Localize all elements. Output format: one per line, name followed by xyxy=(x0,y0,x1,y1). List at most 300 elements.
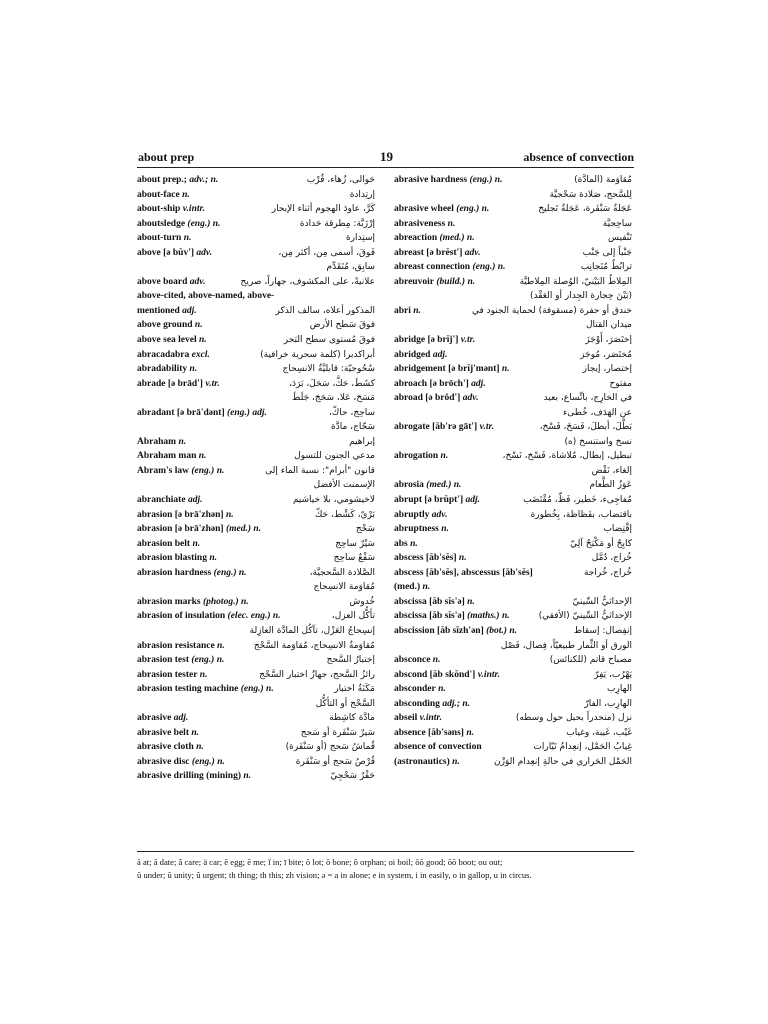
part-of-speech: (eng.) n. xyxy=(189,655,225,666)
part-of-speech: n. xyxy=(187,364,198,375)
headword: absconding adj.; n. xyxy=(394,698,471,709)
arabic-definition: مَكَنَةُ اختبار xyxy=(334,684,375,695)
dictionary-entry xyxy=(394,377,634,392)
part-of-speech: n. xyxy=(223,509,234,520)
dictionary-entry xyxy=(394,275,634,290)
part-of-speech: n. xyxy=(410,305,421,316)
part-of-speech: (eng.) n. xyxy=(467,175,503,185)
dictionary-entry xyxy=(137,435,377,450)
arabic-definition: إقْتِضاب xyxy=(603,524,632,535)
arabic-definition: يَهْرُب، يَفِرّ xyxy=(594,669,632,680)
part-of-speech: n. xyxy=(438,451,449,462)
dictionary-entry xyxy=(137,653,377,668)
dictionary-entry xyxy=(394,173,634,188)
headword: abscond [ăb skŏnd'] v.intr. xyxy=(394,669,501,680)
dictionary-entry xyxy=(137,391,377,406)
headword: abrasion [ə brā'zhən] (med.) n. xyxy=(137,524,262,535)
dictionary-entry xyxy=(394,362,634,377)
part-of-speech: n. xyxy=(192,320,203,331)
dictionary-entry xyxy=(394,391,634,406)
part-of-speech: (eng.) n. xyxy=(238,684,274,695)
dictionary-entry xyxy=(394,246,634,261)
headword: abrasion marks (photog.) n. xyxy=(137,596,249,607)
headword: abrade [ə brād'] v.tr. xyxy=(137,378,220,389)
dictionary-entry xyxy=(137,348,377,363)
part-of-speech: v.intr. xyxy=(475,669,501,680)
arabic-definition: إختصار، إيجاز xyxy=(582,364,632,375)
dictionary-entry xyxy=(137,202,377,217)
dictionary-entry xyxy=(137,420,377,435)
part-of-speech: adv. xyxy=(460,393,479,404)
headword: above-cited, above-named, above- xyxy=(137,291,275,302)
dictionary-entry xyxy=(137,668,377,683)
headword: absence [ăb'səns] n. xyxy=(394,727,474,738)
headword: abrasiveness n. xyxy=(394,218,456,229)
arabic-definition: الإحداثيُّ السِّينيّ (الأفقي) xyxy=(538,611,632,622)
headword: abrasive cloth n. xyxy=(137,742,204,753)
dictionary-entry xyxy=(394,537,634,552)
part-of-speech: n. xyxy=(430,655,441,666)
headword: abridged adj. xyxy=(394,349,448,360)
headword: abradability n. xyxy=(137,364,198,375)
arabic-definition: إبراهيم xyxy=(349,436,375,447)
dictionary-entry xyxy=(137,304,377,319)
dictionary-entry xyxy=(394,304,634,319)
arabic-definition: سَيْرٌ ساحِج xyxy=(335,538,375,549)
arabic-definition: مَسَحَ، عَلا، سَحَجَ، جَلَطَ xyxy=(292,393,375,404)
dictionary-entry xyxy=(394,406,634,421)
dictionary-entry xyxy=(394,493,634,508)
part-of-speech: (photog.) n. xyxy=(200,596,249,607)
dictionary-entry xyxy=(137,711,377,726)
dictionary-entry xyxy=(394,697,634,712)
dictionary-entry xyxy=(394,478,634,493)
headword: abridge [ə brĭj'] v.tr. xyxy=(394,335,476,346)
arabic-definition: الهارِب، الفارّ xyxy=(584,698,632,709)
arabic-definition: السَّحْج أو التأكُّل xyxy=(315,698,375,709)
headword: abreuvoir (build.) n. xyxy=(394,276,476,287)
headword: abruptly adv. xyxy=(394,509,448,520)
headword: abrasion hardness (eng.) n. xyxy=(137,567,247,578)
arabic-definition: مُقاوَمة الانسِحاج xyxy=(313,582,375,593)
part-of-speech: n. xyxy=(206,553,217,564)
arabic-definition: سَحّاج، مادَّة xyxy=(331,422,375,433)
part-of-speech: (elec. eng.) n. xyxy=(225,611,281,622)
dictionary-entry xyxy=(394,653,634,668)
part-of-speech: (eng.) n. xyxy=(189,465,225,476)
arabic-definition: المذكور أعلاه، سالف الذكر xyxy=(275,305,375,316)
arabic-definition: المِلاطُ البَيْنيّ، الوُصلة المِلاطيَّة xyxy=(519,276,632,287)
part-of-speech: adv. xyxy=(462,247,481,258)
part-of-speech: adv.; n. xyxy=(186,175,219,185)
part-of-speech: n. xyxy=(179,189,190,200)
headword: Abraham n. xyxy=(137,436,187,447)
headword: abrupt [ə brŭpt'] adj. xyxy=(394,495,481,506)
part-of-speech: n. xyxy=(449,756,460,767)
headword: abridgement [ə brĭj'mənt] n. xyxy=(394,364,510,375)
dictionary-entry xyxy=(137,333,377,348)
dictionary-entry xyxy=(137,580,377,595)
dictionary-entry xyxy=(394,624,634,639)
headword: abseil v.intr. xyxy=(394,713,442,724)
headword: abscissa [ăb sĭs'ə] n. xyxy=(394,596,475,607)
headword: above ground n. xyxy=(137,320,203,331)
headword: abrogate [ăb'rə gāt'] v.tr. xyxy=(394,422,495,433)
arabic-definition: مُفاجِىء، خَطير، فَظّ، مُقْتَضَب xyxy=(523,495,632,506)
headword: above sea level n. xyxy=(137,335,207,346)
part-of-speech: v.intr. xyxy=(417,713,442,724)
headword: abranchiate adj. xyxy=(137,495,203,506)
part-of-speech: n. xyxy=(196,335,207,346)
arabic-definition: لاخيشومي، بلا خياشيم xyxy=(292,495,375,506)
part-of-speech: (eng.) n. xyxy=(211,567,247,578)
arabic-definition: حَفْرٌ سَحْجِيّ xyxy=(330,771,375,782)
headword: above [ə bŭv'] adv. xyxy=(137,247,213,258)
dictionary-entry xyxy=(137,275,377,290)
dictionary-entry xyxy=(394,449,634,464)
part-of-speech: n. xyxy=(188,727,200,738)
arabic-definition: الورق أو الثِّمار طبيعيّاً، فِصال، فَصْل xyxy=(500,640,632,651)
headword: abreaction (med.) n. xyxy=(394,233,475,244)
arabic-definition: غِيابُ الحَمْل، إنعِدامُ تَيّارات xyxy=(533,742,632,753)
right-column xyxy=(394,173,634,769)
left-guide-word: about prep xyxy=(138,150,195,164)
headword: abrasion of insulation (elec. eng.) n. xyxy=(137,611,281,622)
headword: (med.) n. xyxy=(394,582,431,593)
dictionary-entry xyxy=(137,493,377,508)
part-of-speech: (med.) n. xyxy=(223,524,262,535)
arabic-definition: ساحِجيَّة xyxy=(602,218,632,229)
headword: abscission [ăb sĭzh'ən] (bot.) n. xyxy=(394,625,517,636)
headword: abroach [ə brōch'] adj. xyxy=(394,378,486,389)
arabic-definition: في الخارِج، باتِّساع، بعيد xyxy=(543,393,632,404)
part-of-speech: (maths.) n. xyxy=(464,611,510,622)
pronunciation-key-line: ă at; ā date; â care; ä car; ĕ egg; ē me; ĭ in; ī bite; ŏ lot; ō bone; ô orphan; oi boil; ŏŏ good; ōō boot; ou out; xyxy=(137,857,503,867)
arabic-definition: فوقَ سَطح الأرض xyxy=(309,320,375,331)
pronunciation-key-line: ŭ under; ū unity; û urgent; th thing; th this; zh vision; ə = a in alone; e in system, i in easily, o in gallop, u in circus. xyxy=(137,870,532,880)
arabic-definition: ترابُطٌ مُتَجانِب xyxy=(580,262,632,273)
dictionary-entry xyxy=(394,217,634,232)
part-of-speech: n. xyxy=(240,771,252,782)
arabic-definition: ساحِج، حاكّ، xyxy=(328,407,375,418)
headword: abrasive disc (eng.) n. xyxy=(137,756,225,767)
arabic-definition: تأكُّل العزل، xyxy=(331,611,375,622)
headword: Abraham man n. xyxy=(137,451,207,462)
headword: abscess [ăb'sĕs], abscessus [ăb'sĕs] xyxy=(394,567,533,578)
dictionary-entry xyxy=(137,537,377,552)
dictionary-entry xyxy=(137,173,377,188)
arabic-definition: الصَّلادة السَّحجيَّة، xyxy=(309,567,375,578)
arabic-definition: سُحُوجيّة: قابليَّةُ الانسِحاج xyxy=(282,364,375,375)
headword: abri n. xyxy=(394,305,421,316)
arabic-definition: غَيْب، غَيبة، وغياب xyxy=(566,727,632,738)
arabic-definition: قُرْصُ سَحج أو سَنْفَرة xyxy=(295,756,375,767)
headword: abrasive drilling (mining) n. xyxy=(137,771,252,782)
headword: abreast [ə brĕst'] adv. xyxy=(394,247,481,258)
headword: abrasion test (eng.) n. xyxy=(137,655,225,666)
dictionary-entry xyxy=(137,522,377,537)
dictionary-entry xyxy=(137,246,377,261)
dictionary-entry xyxy=(137,595,377,610)
arabic-definition: سَيرٌ سَنْفَرة أو سَحج xyxy=(300,727,375,738)
dictionary-entry xyxy=(137,609,377,624)
headword: mentioned adj. xyxy=(137,305,197,316)
part-of-speech: adj. xyxy=(179,305,197,316)
part-of-speech: (bot.) n. xyxy=(483,625,517,636)
part-of-speech: adj. xyxy=(430,349,448,360)
part-of-speech: n. xyxy=(176,436,187,447)
part-of-speech: adj. xyxy=(171,713,189,724)
headword: abrogation n. xyxy=(394,451,449,462)
arabic-definition: قُماشُ سَحج (أو سَنْفَرة) xyxy=(285,742,375,753)
arabic-definition: إنسِحاجُ العَزْل، تآكُل المادَّة العازِلة xyxy=(249,625,375,636)
part-of-speech: n. xyxy=(196,451,207,462)
dictionary-entry xyxy=(394,188,634,203)
dictionary-entry xyxy=(137,697,377,712)
arabic-definition: ميدان القتال xyxy=(585,320,632,331)
headword: about-face n. xyxy=(137,189,190,200)
headword: abrasive belt n. xyxy=(137,727,200,738)
headword: abrasive wheel (eng.) n. xyxy=(394,204,490,215)
dictionary-entry xyxy=(394,566,634,581)
dictionary-entry xyxy=(394,726,634,741)
dictionary-entry xyxy=(394,508,634,523)
arabic-definition: خُراج، دُمَّل xyxy=(591,553,632,564)
dictionary-entry xyxy=(394,522,634,537)
dictionary-entry xyxy=(137,478,377,493)
part-of-speech: adj. xyxy=(185,495,203,506)
dictionary-entry xyxy=(137,464,377,479)
arabic-definition: مدعي الجنون للتسول xyxy=(294,451,375,462)
part-of-speech: n. xyxy=(193,742,204,753)
headword: abreast connection (eng.) n. xyxy=(394,262,506,273)
dictionary-entry xyxy=(137,188,377,203)
headword: abrasion resistance n. xyxy=(137,640,225,651)
headword: abroad [ə brôd'] adv. xyxy=(394,393,479,404)
headword: abrasion [ə brā'zhən] n. xyxy=(137,509,234,520)
dictionary-entry xyxy=(394,609,634,624)
pronunciation-key xyxy=(137,856,634,882)
arabic-definition: مادَّة كاشِطة xyxy=(329,713,375,724)
part-of-speech: n. xyxy=(420,582,431,593)
arabic-definition: بَطَّلَ، أبطلَ، فَسَخَ، فَسْخ، xyxy=(539,422,632,433)
arabic-definition: باقتضاب، بفَظاظة، بِخُطورة xyxy=(530,509,632,520)
arabic-definition: مفتوح xyxy=(609,378,632,389)
arabic-definition: إنفِصال: إسقاط xyxy=(573,625,632,636)
dictionary-entry xyxy=(394,755,634,770)
arabic-definition: قانون "أبرام": نسبة الماء إلى xyxy=(265,465,375,476)
arabic-definition: مُقاوَمةُ الانسِحاج، مُقاوَمة السَّحْج xyxy=(253,640,375,651)
part-of-speech: adv. xyxy=(187,276,206,287)
arabic-definition: عَوَزُ الطَّعام xyxy=(589,480,632,491)
headword: (astronautics) n. xyxy=(394,756,460,767)
dictionary-entry xyxy=(137,639,377,654)
dictionary-entry xyxy=(394,464,634,479)
part-of-speech: (eng.) n. xyxy=(189,756,225,767)
arabic-definition: الإسمنت الأفضل xyxy=(313,480,375,491)
part-of-speech: n. xyxy=(435,684,446,695)
part-of-speech: v.tr. xyxy=(477,422,495,433)
dictionary-entry xyxy=(394,711,634,726)
page-header xyxy=(137,150,634,168)
header-rule xyxy=(137,167,634,168)
left-column xyxy=(137,173,377,784)
part-of-speech: (eng.) n. xyxy=(453,204,490,215)
part-of-speech: n. xyxy=(197,669,208,680)
headword: abrasion belt n. xyxy=(137,538,201,549)
arabic-definition: إختَصَرَ، أَوْجَزَ xyxy=(585,335,632,346)
headword: abrasive hardness (eng.) n. xyxy=(394,175,503,185)
arabic-definition: كَرَّ، عاودَ الهجوم أثناء الإبحار xyxy=(271,204,375,215)
arabic-definition: حَوالى، زُهاء، قُرْب xyxy=(306,175,375,185)
arabic-definition: مُختَصَر، مُوجَز xyxy=(580,349,632,360)
dictionary-entry xyxy=(394,348,634,363)
part-of-speech: adv. xyxy=(194,247,213,258)
dictionary-entry xyxy=(137,449,377,464)
arabic-definition: الإحداثيُّ السِّينيّ xyxy=(572,596,632,607)
arabic-definition: سابِق، مُتَقَدِّم xyxy=(326,262,375,273)
arabic-definition: عَجَلةُ سَنْفَرة، عَجَلةُ تَجليخ xyxy=(538,204,632,215)
arabic-definition: فوقَ مُستوى سطح البَحر xyxy=(283,335,375,346)
headword: absconce n. xyxy=(394,655,441,666)
dictionary-entry xyxy=(394,202,634,217)
dictionary-entry xyxy=(394,420,634,435)
headword: abs n. xyxy=(394,538,418,549)
dictionary-entry xyxy=(137,406,377,421)
arabic-definition: إرْزَبَّة: مِطرقة حَدادة xyxy=(299,218,375,229)
arabic-definition: خُدوش xyxy=(349,596,375,607)
part-of-speech: (eng.) adj. xyxy=(224,407,267,418)
arabic-definition: إلغاء، نَقْض xyxy=(591,465,632,476)
dictionary-entry xyxy=(137,508,377,523)
dictionary-entry xyxy=(137,289,377,304)
dictionary-entry xyxy=(137,769,377,784)
dictionary-entry xyxy=(137,740,377,755)
arabic-definition: رائزُ السَّحج، جهازُ اختبار السَّحْج xyxy=(259,669,375,680)
part-of-speech: v.tr. xyxy=(458,335,476,346)
part-of-speech: excl. xyxy=(189,349,210,360)
dictionary-entry xyxy=(394,435,634,450)
arabic-definition: إستِدارة xyxy=(345,233,375,244)
part-of-speech: v.intr. xyxy=(180,204,206,215)
dictionary-entry xyxy=(394,682,634,697)
headword: abrasion testing machine (eng.) n. xyxy=(137,684,274,695)
headword: Abram's law (eng.) n. xyxy=(137,465,225,476)
dictionary-page xyxy=(137,140,634,890)
dictionary-entry xyxy=(137,726,377,741)
arabic-definition: إرتِدادة xyxy=(349,189,375,200)
part-of-speech: adj.; n. xyxy=(439,698,471,709)
arabic-definition: لِلسَّحج، صَلادة سَحْجيَّة xyxy=(549,189,632,200)
footer-rule xyxy=(137,851,634,852)
headword: abracadabra excl. xyxy=(137,349,210,360)
dictionary-entry xyxy=(394,231,634,246)
dictionary-entry xyxy=(137,217,377,232)
headword: abscess [ăb'sĕs] n. xyxy=(394,553,467,564)
headword: abrasion blasting n. xyxy=(137,553,217,564)
dictionary-entry xyxy=(394,551,634,566)
dictionary-entry xyxy=(394,580,634,595)
headword: absconder n. xyxy=(394,684,446,695)
arabic-definition: كابِحٌ أو مَكْبَحٌ آلِيّ xyxy=(570,538,632,549)
part-of-speech: n. xyxy=(463,727,474,738)
arabic-definition: علانيةً، على المكشوف، جهاراً، صريح xyxy=(240,276,375,287)
dictionary-entry xyxy=(394,595,634,610)
dictionary-entry xyxy=(394,333,634,348)
part-of-speech: (eng.) n. xyxy=(470,262,506,273)
part-of-speech: n. xyxy=(499,364,510,375)
arabic-definition: الحَمْل الحَراري في حالةِ إنعِدام الوَزْن xyxy=(494,756,632,767)
arabic-definition: بَرْيٌ، كَشْط، حَكّ xyxy=(314,509,375,520)
dictionary-entry xyxy=(137,624,377,639)
dictionary-entry xyxy=(137,755,377,770)
dictionary-entry xyxy=(137,377,377,392)
dictionary-entry xyxy=(137,260,377,275)
dictionary-entry xyxy=(394,260,634,275)
part-of-speech: n. xyxy=(190,538,201,549)
dictionary-entry xyxy=(137,551,377,566)
part-of-speech: n. xyxy=(181,233,192,244)
arabic-definition: جَنْباً إلى جَنْب xyxy=(582,247,632,258)
arabic-definition: سَفْعٌ ساحِج xyxy=(333,553,375,564)
headword: abruptness n. xyxy=(394,524,449,535)
headword: abradant [ə brā'dənt] (eng.) adj. xyxy=(137,407,267,418)
arabic-definition: خُراج، خُراجة xyxy=(583,567,632,578)
arabic-definition: تبطيل، إبطال، مُلاشاة، فَسْخ، نَسْخ، xyxy=(502,451,632,462)
arabic-definition: أبراكدبرا (كلمة سحرية خرافية) xyxy=(260,349,375,360)
part-of-speech: adv. xyxy=(429,509,448,520)
page-number: 19 xyxy=(380,149,393,164)
headword: aboutsledge (eng.) n. xyxy=(137,218,221,229)
arabic-definition: سَحْج xyxy=(355,524,375,535)
part-of-speech: (build.) n. xyxy=(433,276,476,287)
part-of-speech: (med.) n. xyxy=(437,233,475,244)
headword: abrasive adj. xyxy=(137,713,189,724)
dictionary-entry xyxy=(394,668,634,683)
part-of-speech: n. xyxy=(438,524,449,535)
headword: abscissa [ăb sĭs'ə] (maths.) n. xyxy=(394,611,510,622)
arabic-definition: عن الهَدَف، خُطىء xyxy=(563,407,632,418)
dictionary-entry xyxy=(394,639,634,654)
arabic-definition: الهارِب xyxy=(607,684,632,695)
dictionary-entry xyxy=(137,231,377,246)
part-of-speech: (med.) n. xyxy=(423,480,462,491)
headword: about-ship v.intr. xyxy=(137,204,206,215)
part-of-speech: adj. xyxy=(463,495,481,506)
headword: about prep.; adv.; n. xyxy=(137,175,219,185)
part-of-speech: (eng.) n. xyxy=(185,218,221,229)
arabic-definition: إختبارُ السَّحج xyxy=(326,655,375,666)
dictionary-entry xyxy=(394,740,634,755)
headword: above board adv. xyxy=(137,276,206,287)
dictionary-entry xyxy=(137,362,377,377)
headword: abrosia (med.) n. xyxy=(394,480,462,491)
arabic-definition: فَوقَ، أسمى مِن، أكثر مِن، xyxy=(278,247,375,258)
arabic-definition: مُقاوَمة (المادَّة) xyxy=(574,175,632,185)
part-of-speech: n. xyxy=(407,538,418,549)
part-of-speech: v.tr. xyxy=(202,378,220,389)
arabic-definition: مصباح قاتم (للكنائس) xyxy=(549,655,632,666)
dictionary-entry xyxy=(394,318,634,333)
part-of-speech: n. xyxy=(445,218,456,229)
part-of-speech: n. xyxy=(464,596,475,607)
dictionary-entry xyxy=(137,318,377,333)
part-of-speech: n. xyxy=(214,640,225,651)
dictionary-entry xyxy=(394,289,634,304)
right-guide-word: absence of convection xyxy=(523,150,634,164)
dictionary-entry xyxy=(137,682,377,697)
headword: abrasion tester n. xyxy=(137,669,208,680)
